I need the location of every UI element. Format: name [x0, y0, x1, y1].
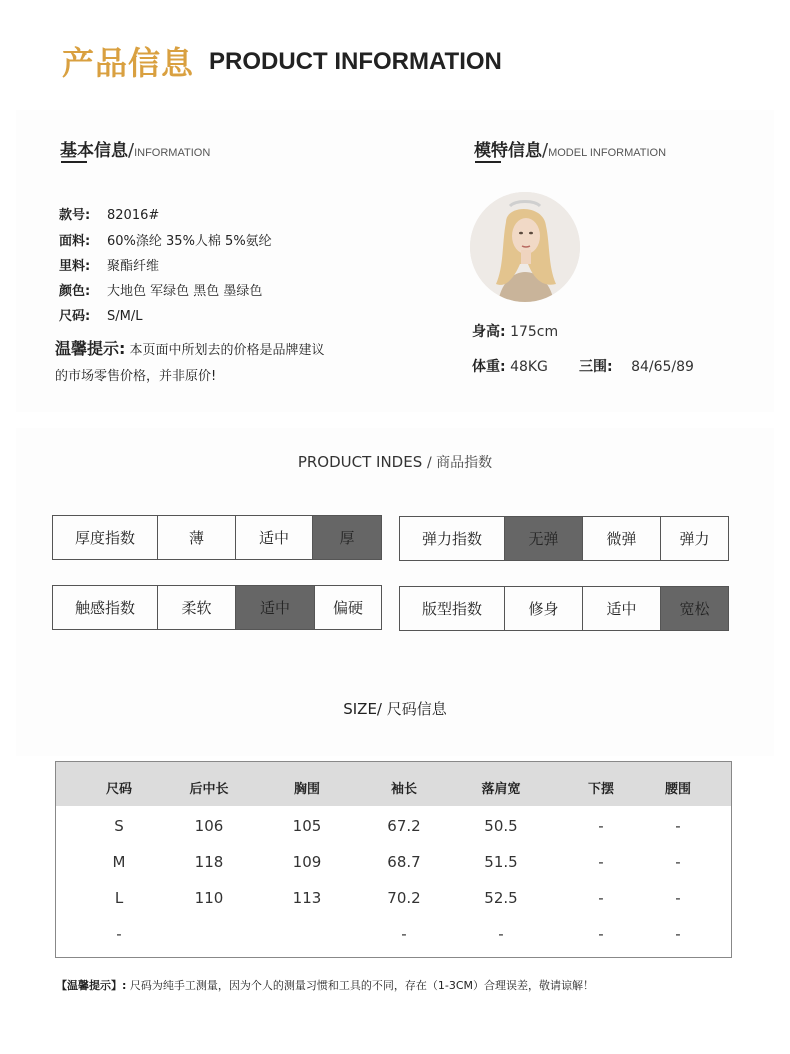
spec-row-lining: [59, 255, 159, 274]
size-cell: 51.5: [484, 853, 518, 871]
basic-info-title-en: INFORMATION: [134, 147, 211, 159]
index-table-elasticity: [399, 516, 729, 561]
size-cell: -: [675, 925, 681, 943]
size-cell: -: [401, 925, 407, 943]
spec-row-color: [59, 280, 262, 299]
size-footnote: [56, 977, 594, 993]
size-cell: S: [114, 817, 124, 835]
model-weight-row: [472, 356, 548, 376]
size-table: [55, 761, 732, 958]
index-label: 触感指数: [74, 599, 135, 617]
index-option-selected: 无弹: [504, 517, 582, 560]
size-cell: 52.5: [484, 889, 518, 907]
spec-label: 颜色:: [59, 284, 91, 299]
section-title-en: PRODUCT INFORMATION: [209, 48, 502, 75]
index-label: 弹力指数: [421, 530, 482, 548]
size-cell: -: [598, 853, 604, 871]
model-measure-label: 三围:: [579, 359, 613, 375]
spec-row-fabric: [59, 230, 272, 249]
price-tip-label: 温馨提示:: [55, 339, 126, 358]
size-cell: 110: [194, 889, 224, 907]
size-header-cell: 后中长: [189, 782, 229, 797]
index-option: 薄: [157, 516, 235, 559]
size-cell: 113: [292, 889, 322, 907]
index-title-en: PRODUCT INDES: [297, 453, 423, 471]
index-option: 柔软: [157, 586, 235, 629]
size-cell: M: [112, 853, 126, 871]
size-cell: -: [598, 889, 604, 907]
size-cell: -: [598, 925, 604, 943]
spec-row-style-no: [59, 204, 159, 223]
spec-value: 60%涤纶 35%人棉 5%氨纶: [107, 234, 272, 249]
size-cell: 106: [194, 817, 224, 835]
model-weight-label: 体重:: [472, 359, 506, 375]
index-table-fit: [399, 586, 729, 631]
index-label: 厚度指数: [74, 529, 135, 547]
size-footnote-text: 尺码为纯手工测量，因为个人的测量习惯和工具的不同，存在（1-3CM）合理误差，敬请谅解！: [129, 979, 595, 992]
basic-info-title-cn: 基本信息: [60, 141, 128, 161]
index-option: 修身: [504, 587, 582, 630]
price-tip-text: 本页面中所划去的价格是品牌建议的市场零售价格，并非原价!: [55, 343, 325, 384]
size-cell: 118: [194, 853, 224, 871]
size-header-cell: 落肩宽: [481, 782, 521, 797]
model-info-title-cn: 模特信息: [474, 141, 542, 161]
index-option-selected: 适中: [235, 586, 314, 629]
spec-value: S/M/L: [107, 309, 143, 324]
index-option: 弹力: [660, 517, 728, 560]
index-option-selected: 厚: [312, 516, 381, 559]
spec-row-size: [59, 305, 142, 324]
index-table-thickness: [52, 515, 382, 560]
index-option-selected: 宽松: [660, 587, 728, 630]
size-header-cell: 尺码: [105, 782, 132, 797]
spec-value: 聚酯纤维: [107, 259, 160, 274]
spec-label: 尺码:: [59, 309, 91, 324]
model-measure-row: [579, 356, 694, 376]
size-cell: 68.7: [387, 853, 421, 871]
spec-value: 大地色 军绿色 黑色 墨绿色: [107, 284, 263, 299]
model-info-underline: [475, 161, 501, 163]
spec-label: 款号:: [59, 208, 91, 223]
size-cell: -: [598, 817, 604, 835]
basic-info-title: [60, 136, 210, 161]
model-avatar: [470, 192, 580, 302]
index-option: 微弹: [582, 517, 660, 560]
model-info-slash: /: [542, 140, 549, 161]
basic-info-slash: /: [128, 140, 135, 161]
size-cell: 105: [292, 817, 322, 835]
model-height-value: 175cm: [510, 324, 559, 340]
size-header-cell: 袖长: [390, 782, 417, 797]
price-tip: [55, 336, 335, 390]
index-title: [0, 452, 790, 472]
size-header-cell: 胸围: [293, 782, 320, 797]
size-cell: 70.2: [387, 889, 421, 907]
size-cell: -: [675, 889, 681, 907]
size-cell: -: [675, 817, 681, 835]
index-title-cn: / 商品指数: [427, 455, 493, 471]
spec-label: 面料:: [59, 234, 91, 249]
spec-label: 里料:: [59, 259, 91, 274]
size-header-cell: 下摆: [587, 782, 614, 797]
model-height-row: [472, 321, 558, 341]
index-option: 偏硬: [314, 586, 381, 629]
basic-info-underline: [61, 161, 87, 163]
model-height-label: 身高:: [472, 324, 506, 340]
index-option: 适中: [235, 516, 312, 559]
size-cell: -: [116, 925, 122, 943]
size-cell: L: [114, 889, 124, 907]
model-portrait-image: [470, 192, 580, 302]
size-cell: 50.5: [484, 817, 518, 835]
model-weight-value: 48KG: [510, 359, 548, 375]
model-info-title: [474, 136, 666, 161]
size-footnote-label: 【温馨提示】:: [56, 979, 127, 992]
size-header-cell: 腰围: [664, 782, 691, 797]
size-cell: 67.2: [387, 817, 421, 835]
spec-value: 82016#: [107, 208, 160, 223]
index-table-touch: [52, 585, 382, 630]
size-title: SIZE/ 尺码信息: [343, 700, 447, 718]
size-cell: -: [675, 853, 681, 871]
index-option: 适中: [582, 587, 660, 630]
model-measure-value: 84/65/89: [631, 359, 694, 375]
size-cell: 109: [292, 853, 322, 871]
size-cell: -: [498, 925, 504, 943]
index-label: 版型指数: [421, 600, 482, 618]
model-info-title-en: MODEL INFORMATION: [548, 147, 667, 159]
section-title-cn: 产品信息: [62, 44, 195, 82]
